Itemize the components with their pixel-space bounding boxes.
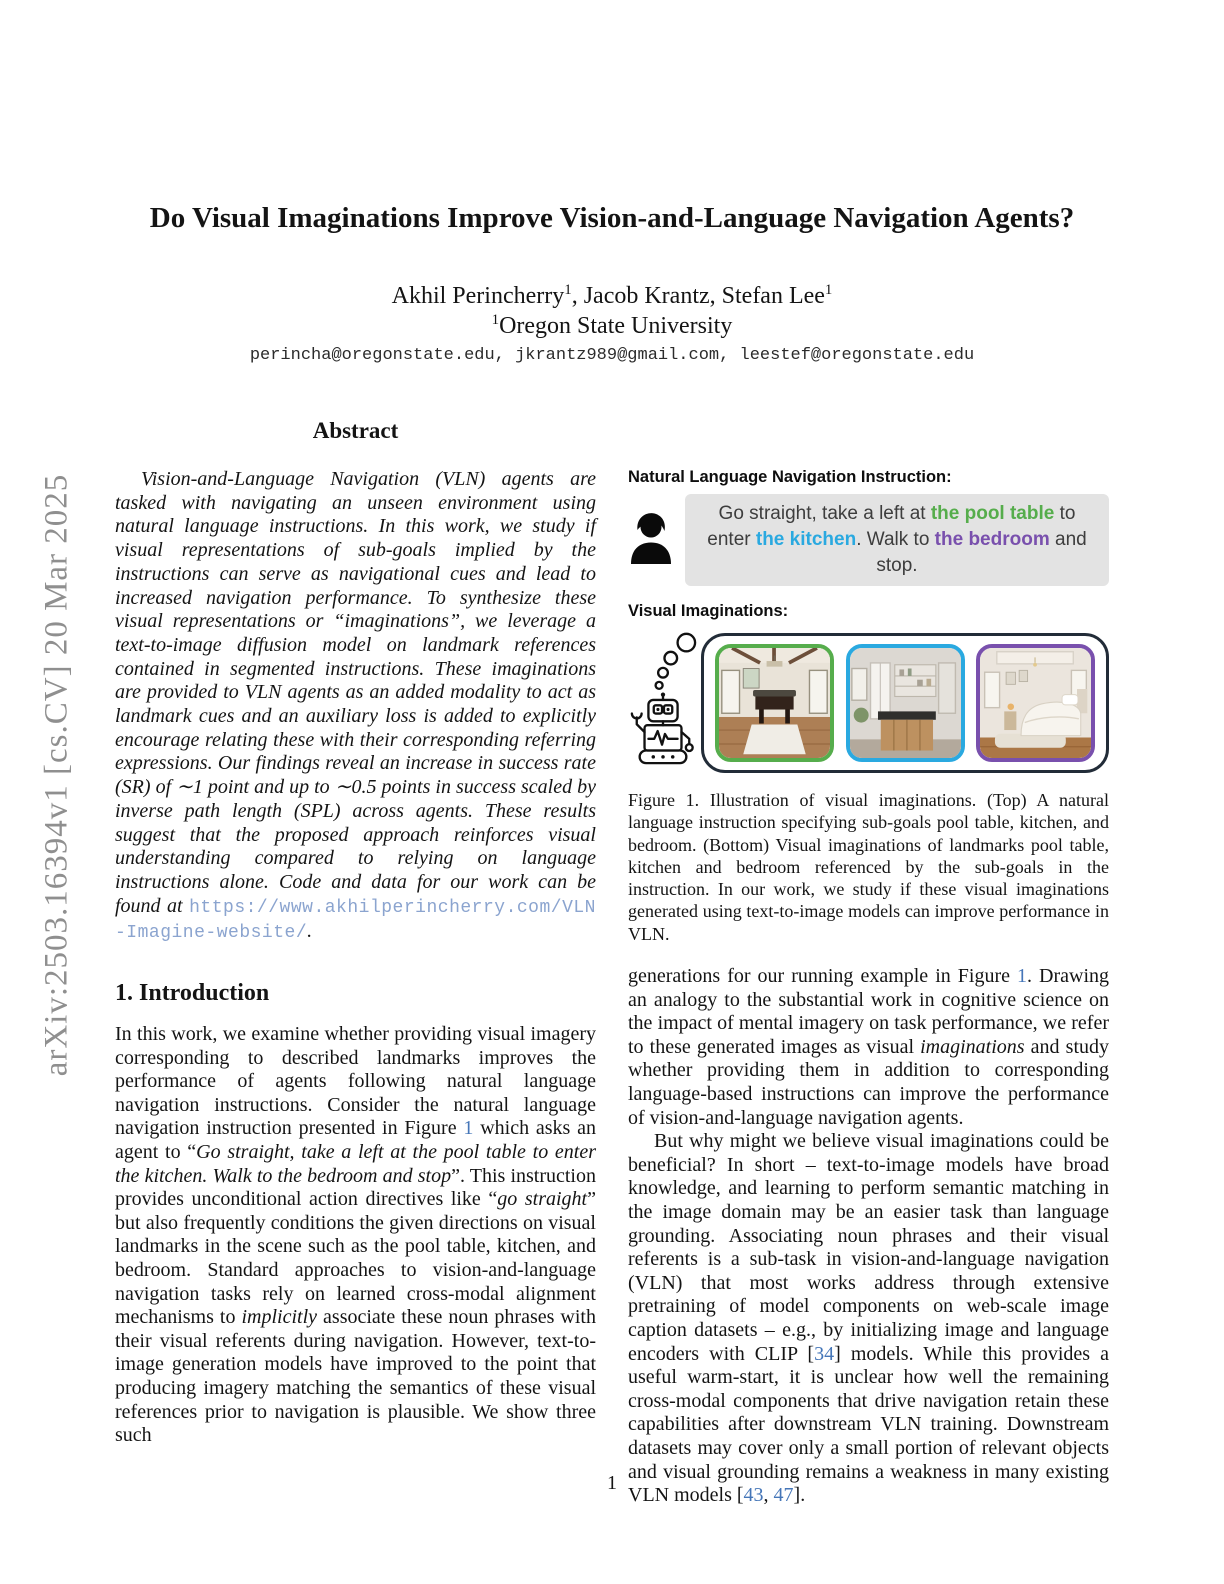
text-segment: to enter [707, 503, 1076, 550]
text-segment: ]. [793, 1484, 806, 1507]
text-segment: generations for our running example in Figure [628, 965, 1017, 988]
text-segment: Go straight, take a left at the pool table to enter the kitchen. Walk to the bedroom and stop [115, 1141, 596, 1187]
abstract-heading: Abstract [312, 418, 399, 443]
text-segment: ] models. While this provides a useful warm-start, it is unclear how well the remaining cross-modal components that drive navigation retain these capabilities after downstream VLN training. Downstream datasets may cover only a small portion of relevant objects and visual grounding remains a weakness in many existing VLN models [ [628, 1342, 1110, 1507]
robot-icon [628, 628, 698, 773]
introduction-paragraph-2 [628, 1130, 1109, 1508]
text-segment: 1 [564, 282, 572, 298]
arxiv-watermark: arXiv:2503.16394v1 [cs.CV] 20 Mar 2025 [38, 473, 75, 1077]
text-segment: go straight [497, 1188, 588, 1211]
affiliation [0, 311, 1224, 341]
imaginations-row [628, 628, 1109, 773]
text-segment: Oregon State University [499, 313, 733, 339]
reference-link[interactable]: 1 [463, 1117, 474, 1140]
introduction-paragraph-1 [115, 1023, 596, 1448]
paper-title: Do Visual Imaginations Improve Vision-and-Language Navigation Agents? [149, 202, 1075, 234]
text-segment: But why might we believe visual imaginations could be beneficial? In short – text-to-image models have broad knowledge, and learning to perform semantic matching in the image domain may be an easier task than language grounding. Associating noun phrases and their visual referents is a sub-task in vision-and-language navigation (VLN) that most works address through extensive pretraining of model components on web-scale image caption datasets – e.g., by initializing image and language encoders with CLIP [ [628, 1130, 1109, 1365]
pool-table-imagination-image [715, 644, 834, 762]
text-segment: and stop. [876, 529, 1087, 576]
text-segment: implicitly [241, 1306, 318, 1329]
text-segment: , [763, 1484, 774, 1507]
text-segment: . Drawing an analogy to the substantial work in cognitive science on the impact of mental imagery on task performance, we refer to these generated images as visual [628, 965, 1109, 1058]
left-column [115, 418, 596, 1448]
text-segment: ” but also frequently conditions the given directions on visual landmarks in the scene such as the pool table, kitchen, and bedroom. Standard approaches to vision-and-language navigation tasks rely on learned cross-modal alignment mechanisms to [115, 1188, 596, 1329]
text-segment: Vision-and-Language Navigation (VLN) agents are tasked with navigating an unseen environment using natural language instructions. In this work, we study if visual representations of sub-goals implied by the instructions can serve as navigational cues and lead to increased navigation performance. To synthesize these visual representations or “imaginations”, we leverage a text-to-image diffusion model on landmark references contained in segmented instructions. These imaginations are provided to VLN agents as an added modality to act as landmark cues and an auxiliary loss is added to explicitly encourage relating these with their corresponding referring expressions. Our findings reveal an increase in success rate (SR) of ∼1 point and up to ∼0.5 points in success scaled by inverse path length (SPL) across agents. These results suggest that the proposed approach reinforces visual understanding compared to relying on language instructions alone. Code and data for our work can be found at [115, 468, 596, 917]
text-segment: ”. This instruction provides unconditional action directives like “ [115, 1164, 596, 1211]
reference-link[interactable]: 47 [773, 1484, 794, 1507]
text-segment: . Walk to [856, 529, 935, 550]
text-segment: Go straight, take a left at [718, 503, 931, 524]
imaginations-label: Visual Imaginations: [628, 602, 789, 620]
author-emails: perincha@oregonstate.edu, jkrantz989@gmail.com, leestef@oregonstate.edu [249, 346, 975, 365]
text-segment: Akhil Perincherry [391, 283, 565, 309]
imaginations-panel [701, 633, 1109, 773]
instruction-label: Natural Language Navigation Instruction: [628, 468, 952, 486]
text-segment: , Jacob Krantz, Stefan Lee [571, 283, 825, 309]
navigation-instruction-text [685, 494, 1109, 586]
section-heading-introduction: 1. Introduction [115, 980, 270, 1007]
bedroom-imagination-image [976, 644, 1095, 762]
abstract-text [115, 468, 596, 946]
figure-1 [628, 468, 1109, 945]
author-list [0, 281, 1224, 311]
instruction-row [628, 494, 1109, 586]
kitchen-imagination-image [846, 644, 965, 762]
text-segment: associate these noun phrases with their visual referents during navigation. However, text-to-image generation models have improved to the point that producing imagery matching the semantics of these visual references prior to navigation is plausible. We show three such [115, 1306, 596, 1447]
reference-link[interactable]: 43 [743, 1484, 764, 1507]
text-segment: the bedroom [934, 529, 1050, 550]
text-segment: and study whether providing them in addition to corresponding language-based instructions can improve the performance of vision-and-language navigation agents. [628, 1035, 1109, 1129]
person-icon [628, 511, 674, 569]
text-segment: the kitchen [755, 529, 857, 550]
right-column [628, 468, 1109, 1508]
text-segment: imaginations [920, 1035, 1025, 1058]
introduction-paragraph-1-continued [628, 965, 1109, 1130]
text-segment: In this work, we examine whether providing visual imagery corresponding to described landmarks improves the performance of agents following natural language navigation instructions. Consider the natural language navigation instruction presented in Figure [115, 1023, 596, 1140]
page-number: 1 [607, 1472, 617, 1494]
text-segment: 1 [491, 312, 500, 328]
reference-link[interactable]: 1 [1017, 965, 1027, 988]
text-segment: the pool table [930, 503, 1055, 524]
figure-1-caption: Figure 1. Illustration of visual imaginations. (Top) A natural language instruction specifying sub-goals pool table, kitchen, and bedroom. (Bottom) Visual imaginations of landmarks pool table, kitchen and bedroom referenced by the sub-goals in the instruction. In our work, we study if these visual imaginations generated using text-to-image models can improve performance in VLN. [628, 790, 1109, 944]
url-link[interactable]: https://www.akhilperincherry.com/VLN-Imagine-website/ [115, 897, 596, 944]
text-segment: which asks an agent to “ [115, 1117, 596, 1164]
text-segment: 1 [824, 282, 833, 298]
reference-link[interactable]: 34 [814, 1342, 835, 1365]
text-segment: . [307, 920, 313, 943]
